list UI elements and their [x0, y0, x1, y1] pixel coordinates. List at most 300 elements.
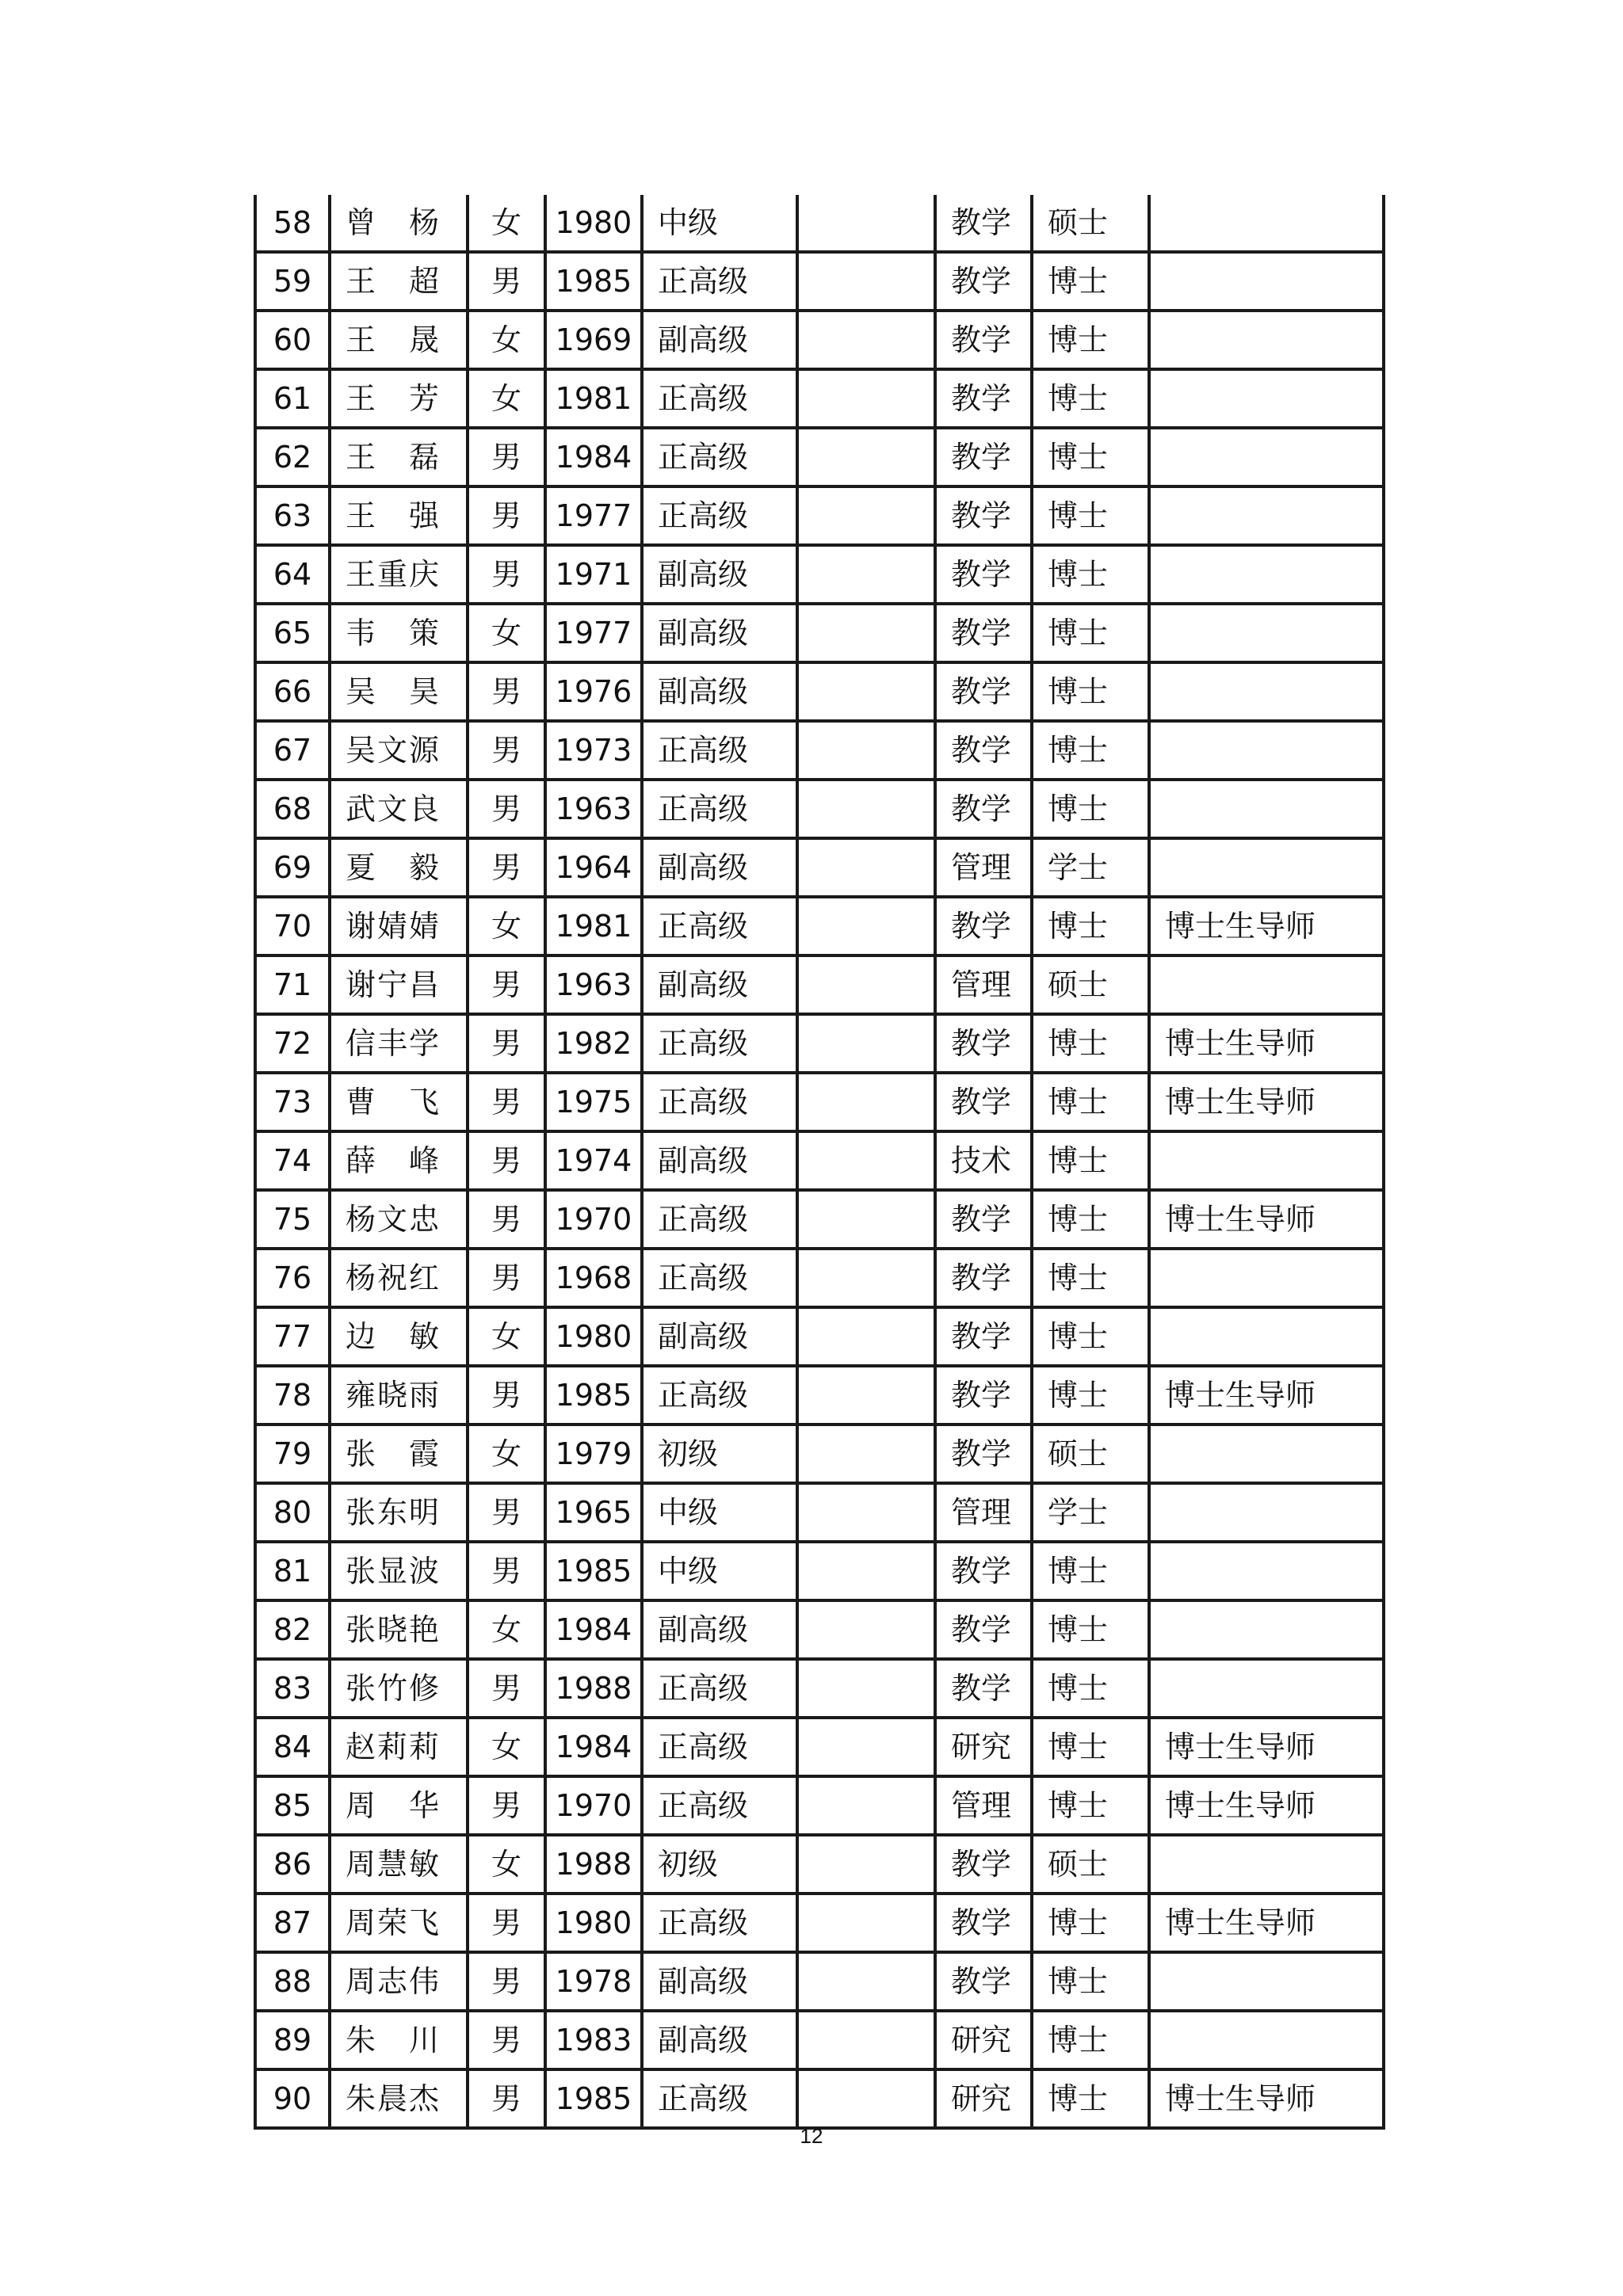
- table-row: [255, 369, 1384, 428]
- cell-position-type: 研究: [935, 2011, 1032, 2069]
- cell-title-level: 正高级: [642, 252, 797, 311]
- table-row: [255, 897, 1384, 955]
- cell-birth-year: 1970: [545, 1776, 642, 1835]
- cell-title-level: 正高级: [642, 1718, 797, 1776]
- cell-name: 周慧敏: [330, 1835, 468, 1894]
- cell-title-level: 正高级: [642, 2069, 797, 2128]
- cell-supervisor-status: [1149, 428, 1384, 486]
- cell-title-level: 正高级: [642, 1014, 797, 1073]
- cell-blank: [797, 780, 935, 838]
- cell-birth-year: 1973: [545, 721, 642, 780]
- cell-blank: [797, 1776, 935, 1835]
- cell-seq-number: 68: [255, 780, 330, 838]
- cell-position-type: 教学: [935, 1014, 1032, 1073]
- cell-name: 王 芳: [330, 369, 468, 428]
- cell-seq-number: 74: [255, 1131, 330, 1190]
- cell-seq-number: 61: [255, 369, 330, 428]
- cell-supervisor-status: [1149, 1659, 1384, 1718]
- cell-name: 张晓艳: [330, 1600, 468, 1659]
- cell-name: 周 华: [330, 1776, 468, 1835]
- cell-birth-year: 1964: [545, 838, 642, 897]
- table-row: [255, 1425, 1384, 1483]
- cell-blank: [797, 428, 935, 486]
- cell-gender: 男: [468, 428, 545, 486]
- cell-position-type: 教学: [935, 662, 1032, 721]
- table-row: [255, 311, 1384, 369]
- table-row: [255, 1542, 1384, 1600]
- cell-name: 赵莉莉: [330, 1718, 468, 1776]
- cell-degree: 博士: [1032, 1190, 1149, 1249]
- cell-birth-year: 1978: [545, 1952, 642, 2011]
- cell-seq-number: 73: [255, 1073, 330, 1131]
- cell-position-type: 教学: [935, 1542, 1032, 1600]
- cell-degree: 博士: [1032, 1073, 1149, 1131]
- cell-gender: 男: [468, 1249, 545, 1307]
- cell-position-type: 教学: [935, 721, 1032, 780]
- cell-degree: 学士: [1032, 838, 1149, 897]
- cell-position-type: 教学: [935, 1307, 1032, 1366]
- cell-blank: [797, 1835, 935, 1894]
- cell-gender: 女: [468, 1835, 545, 1894]
- cell-gender: 男: [468, 1776, 545, 1835]
- table-row: [255, 1894, 1384, 1952]
- cell-seq-number: 84: [255, 1718, 330, 1776]
- cell-blank: [797, 1249, 935, 1307]
- cell-seq-number: 87: [255, 1894, 330, 1952]
- cell-title-level: 初级: [642, 1835, 797, 1894]
- cell-position-type: 管理: [935, 1483, 1032, 1542]
- cell-seq-number: 82: [255, 1600, 330, 1659]
- cell-supervisor-status: 博士生导师: [1149, 1366, 1384, 1425]
- cell-birth-year: 1975: [545, 1073, 642, 1131]
- cell-degree: 硕士: [1032, 1425, 1149, 1483]
- cell-birth-year: 1976: [545, 662, 642, 721]
- cell-supervisor-status: 博士生导师: [1149, 1073, 1384, 1131]
- cell-blank: [797, 1425, 935, 1483]
- cell-degree: 博士: [1032, 1542, 1149, 1600]
- cell-degree: 硕士: [1032, 195, 1149, 252]
- cell-position-type: 教学: [935, 369, 1032, 428]
- cell-name: 吴文源: [330, 721, 468, 780]
- cell-position-type: 教学: [935, 545, 1032, 604]
- table-row: [255, 1131, 1384, 1190]
- table-row: [255, 721, 1384, 780]
- table-row: [255, 955, 1384, 1014]
- cell-title-level: 正高级: [642, 1073, 797, 1131]
- cell-supervisor-status: [1149, 369, 1384, 428]
- cell-title-level: 副高级: [642, 1952, 797, 2011]
- cell-degree: 博士: [1032, 1249, 1149, 1307]
- cell-title-level: 副高级: [642, 545, 797, 604]
- cell-gender: 女: [468, 311, 545, 369]
- cell-supervisor-status: [1149, 311, 1384, 369]
- cell-blank: [797, 662, 935, 721]
- cell-supervisor-status: [1149, 1835, 1384, 1894]
- cell-supervisor-status: [1149, 1425, 1384, 1483]
- cell-position-type: 教学: [935, 252, 1032, 311]
- cell-degree: 博士: [1032, 1131, 1149, 1190]
- cell-degree: 博士: [1032, 1600, 1149, 1659]
- cell-seq-number: 85: [255, 1776, 330, 1835]
- cell-position-type: 教学: [935, 897, 1032, 955]
- cell-position-type: 教学: [935, 1249, 1032, 1307]
- table-row: [255, 2011, 1384, 2069]
- cell-degree: 硕士: [1032, 1835, 1149, 1894]
- cell-title-level: 正高级: [642, 1659, 797, 1718]
- cell-position-type: 教学: [935, 1835, 1032, 1894]
- cell-name: 王重庆: [330, 545, 468, 604]
- cell-birth-year: 1965: [545, 1483, 642, 1542]
- cell-name: 周志伟: [330, 1952, 468, 2011]
- cell-seq-number: 88: [255, 1952, 330, 2011]
- cell-position-type: 研究: [935, 2069, 1032, 2128]
- table-row: [255, 1952, 1384, 2011]
- cell-title-level: 正高级: [642, 369, 797, 428]
- cell-blank: [797, 1659, 935, 1718]
- cell-blank: [797, 545, 935, 604]
- cell-gender: 男: [468, 545, 545, 604]
- table-row: [255, 780, 1384, 838]
- cell-seq-number: 70: [255, 897, 330, 955]
- cell-gender: 男: [468, 1952, 545, 2011]
- cell-birth-year: 1980: [545, 195, 642, 252]
- cell-degree: 博士: [1032, 1659, 1149, 1718]
- cell-gender: 女: [468, 604, 545, 662]
- cell-gender: 女: [468, 897, 545, 955]
- cell-birth-year: 1984: [545, 1600, 642, 1659]
- cell-title-level: 正高级: [642, 1190, 797, 1249]
- cell-seq-number: 79: [255, 1425, 330, 1483]
- staff-table-body: [255, 195, 1384, 2128]
- cell-blank: [797, 1894, 935, 1952]
- cell-supervisor-status: [1149, 252, 1384, 311]
- cell-degree: 博士: [1032, 545, 1149, 604]
- cell-name: 张竹修: [330, 1659, 468, 1718]
- cell-gender: 男: [468, 838, 545, 897]
- cell-name: 信丰学: [330, 1014, 468, 1073]
- cell-title-level: 副高级: [642, 1600, 797, 1659]
- cell-position-type: 管理: [935, 1776, 1032, 1835]
- cell-position-type: 教学: [935, 311, 1032, 369]
- cell-seq-number: 76: [255, 1249, 330, 1307]
- cell-birth-year: 1977: [545, 486, 642, 545]
- cell-degree: 学士: [1032, 1483, 1149, 1542]
- cell-degree: 博士: [1032, 428, 1149, 486]
- cell-birth-year: 1984: [545, 428, 642, 486]
- cell-title-level: 中级: [642, 1483, 797, 1542]
- cell-gender: 男: [468, 1131, 545, 1190]
- cell-birth-year: 1981: [545, 897, 642, 955]
- table-row: [255, 195, 1384, 252]
- table-row: [255, 428, 1384, 486]
- cell-blank: [797, 838, 935, 897]
- cell-gender: 男: [468, 1190, 545, 1249]
- cell-degree: 博士: [1032, 1952, 1149, 2011]
- cell-supervisor-status: [1149, 486, 1384, 545]
- cell-title-level: 副高级: [642, 838, 797, 897]
- cell-birth-year: 1979: [545, 1425, 642, 1483]
- cell-birth-year: 1982: [545, 1014, 642, 1073]
- cell-degree: 博士: [1032, 486, 1149, 545]
- cell-name: 雍晓雨: [330, 1366, 468, 1425]
- cell-position-type: 教学: [935, 1366, 1032, 1425]
- cell-seq-number: 67: [255, 721, 330, 780]
- cell-seq-number: 75: [255, 1190, 330, 1249]
- cell-title-level: 副高级: [642, 311, 797, 369]
- cell-supervisor-status: [1149, 545, 1384, 604]
- cell-name: 杨文忠: [330, 1190, 468, 1249]
- cell-blank: [797, 1190, 935, 1249]
- cell-title-level: 副高级: [642, 662, 797, 721]
- cell-title-level: 正高级: [642, 1366, 797, 1425]
- cell-supervisor-status: [1149, 780, 1384, 838]
- cell-supervisor-status: 博士生导师: [1149, 1776, 1384, 1835]
- cell-supervisor-status: [1149, 1542, 1384, 1600]
- cell-name: 王 超: [330, 252, 468, 311]
- cell-birth-year: 1983: [545, 2011, 642, 2069]
- cell-name: 朱 川: [330, 2011, 468, 2069]
- cell-blank: [797, 486, 935, 545]
- cell-degree: 博士: [1032, 897, 1149, 955]
- cell-degree: 博士: [1032, 369, 1149, 428]
- cell-gender: 男: [468, 1014, 545, 1073]
- cell-position-type: 教学: [935, 1190, 1032, 1249]
- cell-blank: [797, 955, 935, 1014]
- cell-birth-year: 1988: [545, 1835, 642, 1894]
- cell-blank: [797, 721, 935, 780]
- cell-degree: 博士: [1032, 1894, 1149, 1952]
- cell-supervisor-status: [1149, 1952, 1384, 2011]
- cell-seq-number: 72: [255, 1014, 330, 1073]
- cell-position-type: 教学: [935, 780, 1032, 838]
- cell-gender: 女: [468, 369, 545, 428]
- cell-blank: [797, 1600, 935, 1659]
- cell-position-type: 教学: [935, 1952, 1032, 2011]
- cell-seq-number: 62: [255, 428, 330, 486]
- cell-title-level: 初级: [642, 1425, 797, 1483]
- cell-birth-year: 1985: [545, 2069, 642, 2128]
- cell-degree: 博士: [1032, 1014, 1149, 1073]
- cell-gender: 男: [468, 721, 545, 780]
- cell-gender: 男: [468, 1894, 545, 1952]
- cell-seq-number: 71: [255, 955, 330, 1014]
- cell-degree: 博士: [1032, 2069, 1149, 2128]
- cell-seq-number: 86: [255, 1835, 330, 1894]
- cell-gender: 男: [468, 1542, 545, 1600]
- cell-position-type: 教学: [935, 1073, 1032, 1131]
- cell-birth-year: 1988: [545, 1659, 642, 1718]
- cell-name: 边 敏: [330, 1307, 468, 1366]
- cell-birth-year: 1963: [545, 780, 642, 838]
- cell-name: 吴 昊: [330, 662, 468, 721]
- cell-gender: 男: [468, 2069, 545, 2128]
- cell-supervisor-status: [1149, 1249, 1384, 1307]
- cell-title-level: 正高级: [642, 1249, 797, 1307]
- cell-position-type: 教学: [935, 604, 1032, 662]
- cell-supervisor-status: [1149, 838, 1384, 897]
- cell-gender: 女: [468, 195, 545, 252]
- cell-birth-year: 1977: [545, 604, 642, 662]
- cell-blank: [797, 2011, 935, 2069]
- cell-title-level: 副高级: [642, 1131, 797, 1190]
- cell-seq-number: 66: [255, 662, 330, 721]
- cell-title-level: 正高级: [642, 486, 797, 545]
- cell-name: 王 磊: [330, 428, 468, 486]
- cell-position-type: 教学: [935, 1600, 1032, 1659]
- cell-blank: [797, 1307, 935, 1366]
- cell-birth-year: 1981: [545, 369, 642, 428]
- cell-name: 张显波: [330, 1542, 468, 1600]
- cell-blank: [797, 1073, 935, 1131]
- cell-birth-year: 1984: [545, 1718, 642, 1776]
- cell-seq-number: 64: [255, 545, 330, 604]
- cell-blank: [797, 311, 935, 369]
- cell-birth-year: 1971: [545, 545, 642, 604]
- cell-seq-number: 65: [255, 604, 330, 662]
- cell-gender: 男: [468, 1366, 545, 1425]
- cell-supervisor-status: [1149, 955, 1384, 1014]
- cell-degree: 博士: [1032, 604, 1149, 662]
- cell-birth-year: 1968: [545, 1249, 642, 1307]
- table-row: [255, 486, 1384, 545]
- cell-gender: 男: [468, 252, 545, 311]
- table-row: [255, 1014, 1384, 1073]
- table-row: [255, 1718, 1384, 1776]
- cell-name: 周荣飞: [330, 1894, 468, 1952]
- table-row: [255, 604, 1384, 662]
- table-row: [255, 1307, 1384, 1366]
- cell-gender: 女: [468, 1600, 545, 1659]
- cell-position-type: 管理: [935, 955, 1032, 1014]
- cell-supervisor-status: [1149, 662, 1384, 721]
- cell-gender: 男: [468, 486, 545, 545]
- cell-position-type: 研究: [935, 1718, 1032, 1776]
- cell-gender: 男: [468, 2011, 545, 2069]
- cell-birth-year: 1980: [545, 1307, 642, 1366]
- cell-gender: 男: [468, 780, 545, 838]
- cell-blank: [797, 1366, 935, 1425]
- cell-supervisor-status: 博士生导师: [1149, 1190, 1384, 1249]
- cell-blank: [797, 195, 935, 252]
- cell-blank: [797, 1718, 935, 1776]
- cell-title-level: 正高级: [642, 1894, 797, 1952]
- cell-supervisor-status: 博士生导师: [1149, 897, 1384, 955]
- table-row: [255, 1835, 1384, 1894]
- cell-name: 韦 策: [330, 604, 468, 662]
- cell-seq-number: 60: [255, 311, 330, 369]
- cell-gender: 女: [468, 1425, 545, 1483]
- cell-blank: [797, 2069, 935, 2128]
- cell-title-level: 副高级: [642, 1307, 797, 1366]
- cell-blank: [797, 1131, 935, 1190]
- cell-birth-year: 1985: [545, 252, 642, 311]
- cell-title-level: 正高级: [642, 428, 797, 486]
- cell-position-type: 管理: [935, 838, 1032, 897]
- cell-supervisor-status: 博士生导师: [1149, 1014, 1384, 1073]
- cell-gender: 男: [468, 1659, 545, 1718]
- table-row: [255, 1776, 1384, 1835]
- cell-supervisor-status: [1149, 1483, 1384, 1542]
- cell-name: 王 强: [330, 486, 468, 545]
- table-row: [255, 1366, 1384, 1425]
- cell-blank: [797, 897, 935, 955]
- cell-position-type: 教学: [935, 428, 1032, 486]
- cell-degree: 博士: [1032, 2011, 1149, 2069]
- cell-name: 谢婧婧: [330, 897, 468, 955]
- cell-position-type: 技术: [935, 1131, 1032, 1190]
- cell-birth-year: 1963: [545, 955, 642, 1014]
- cell-seq-number: 78: [255, 1366, 330, 1425]
- cell-position-type: 教学: [935, 195, 1032, 252]
- cell-supervisor-status: [1149, 195, 1384, 252]
- cell-birth-year: 1985: [545, 1366, 642, 1425]
- cell-seq-number: 58: [255, 195, 330, 252]
- cell-degree: 博士: [1032, 662, 1149, 721]
- cell-blank: [797, 252, 935, 311]
- cell-title-level: 正高级: [642, 1776, 797, 1835]
- cell-position-type: 教学: [935, 1425, 1032, 1483]
- cell-name: 张东明: [330, 1483, 468, 1542]
- cell-degree: 博士: [1032, 780, 1149, 838]
- table-row: [255, 1249, 1384, 1307]
- cell-degree: 博士: [1032, 1307, 1149, 1366]
- table-row: [255, 1600, 1384, 1659]
- table-row: [255, 1659, 1384, 1718]
- cell-supervisor-status: 博士生导师: [1149, 2069, 1384, 2128]
- cell-gender: 男: [468, 662, 545, 721]
- cell-gender: 男: [468, 1483, 545, 1542]
- cell-supervisor-status: [1149, 721, 1384, 780]
- cell-birth-year: 1969: [545, 311, 642, 369]
- cell-birth-year: 1985: [545, 1542, 642, 1600]
- cell-position-type: 教学: [935, 1659, 1032, 1718]
- cell-seq-number: 80: [255, 1483, 330, 1542]
- cell-degree: 博士: [1032, 1366, 1149, 1425]
- cell-seq-number: 89: [255, 2011, 330, 2069]
- cell-supervisor-status: [1149, 2011, 1384, 2069]
- cell-position-type: 教学: [935, 1894, 1032, 1952]
- cell-seq-number: 77: [255, 1307, 330, 1366]
- cell-seq-number: 83: [255, 1659, 330, 1718]
- table-row: [255, 1073, 1384, 1131]
- cell-gender: 男: [468, 955, 545, 1014]
- cell-blank: [797, 1542, 935, 1600]
- cell-birth-year: 1974: [545, 1131, 642, 1190]
- cell-gender: 男: [468, 1073, 545, 1131]
- table-row: [255, 2069, 1384, 2128]
- cell-title-level: 副高级: [642, 2011, 797, 2069]
- cell-blank: [797, 1952, 935, 2011]
- cell-supervisor-status: 博士生导师: [1149, 1894, 1384, 1952]
- cell-degree: 博士: [1032, 252, 1149, 311]
- cell-blank: [797, 1483, 935, 1542]
- cell-birth-year: 1980: [545, 1894, 642, 1952]
- cell-name: 武文良: [330, 780, 468, 838]
- cell-supervisor-status: [1149, 1600, 1384, 1659]
- cell-position-type: 教学: [935, 486, 1032, 545]
- cell-name: 张 霞: [330, 1425, 468, 1483]
- cell-seq-number: 69: [255, 838, 330, 897]
- staff-table: [254, 195, 1385, 2130]
- cell-degree: 博士: [1032, 311, 1149, 369]
- cell-title-level: 中级: [642, 195, 797, 252]
- cell-degree: 博士: [1032, 721, 1149, 780]
- cell-blank: [797, 1014, 935, 1073]
- cell-seq-number: 63: [255, 486, 330, 545]
- cell-gender: 女: [468, 1718, 545, 1776]
- cell-degree: 博士: [1032, 1776, 1149, 1835]
- cell-gender: 女: [468, 1307, 545, 1366]
